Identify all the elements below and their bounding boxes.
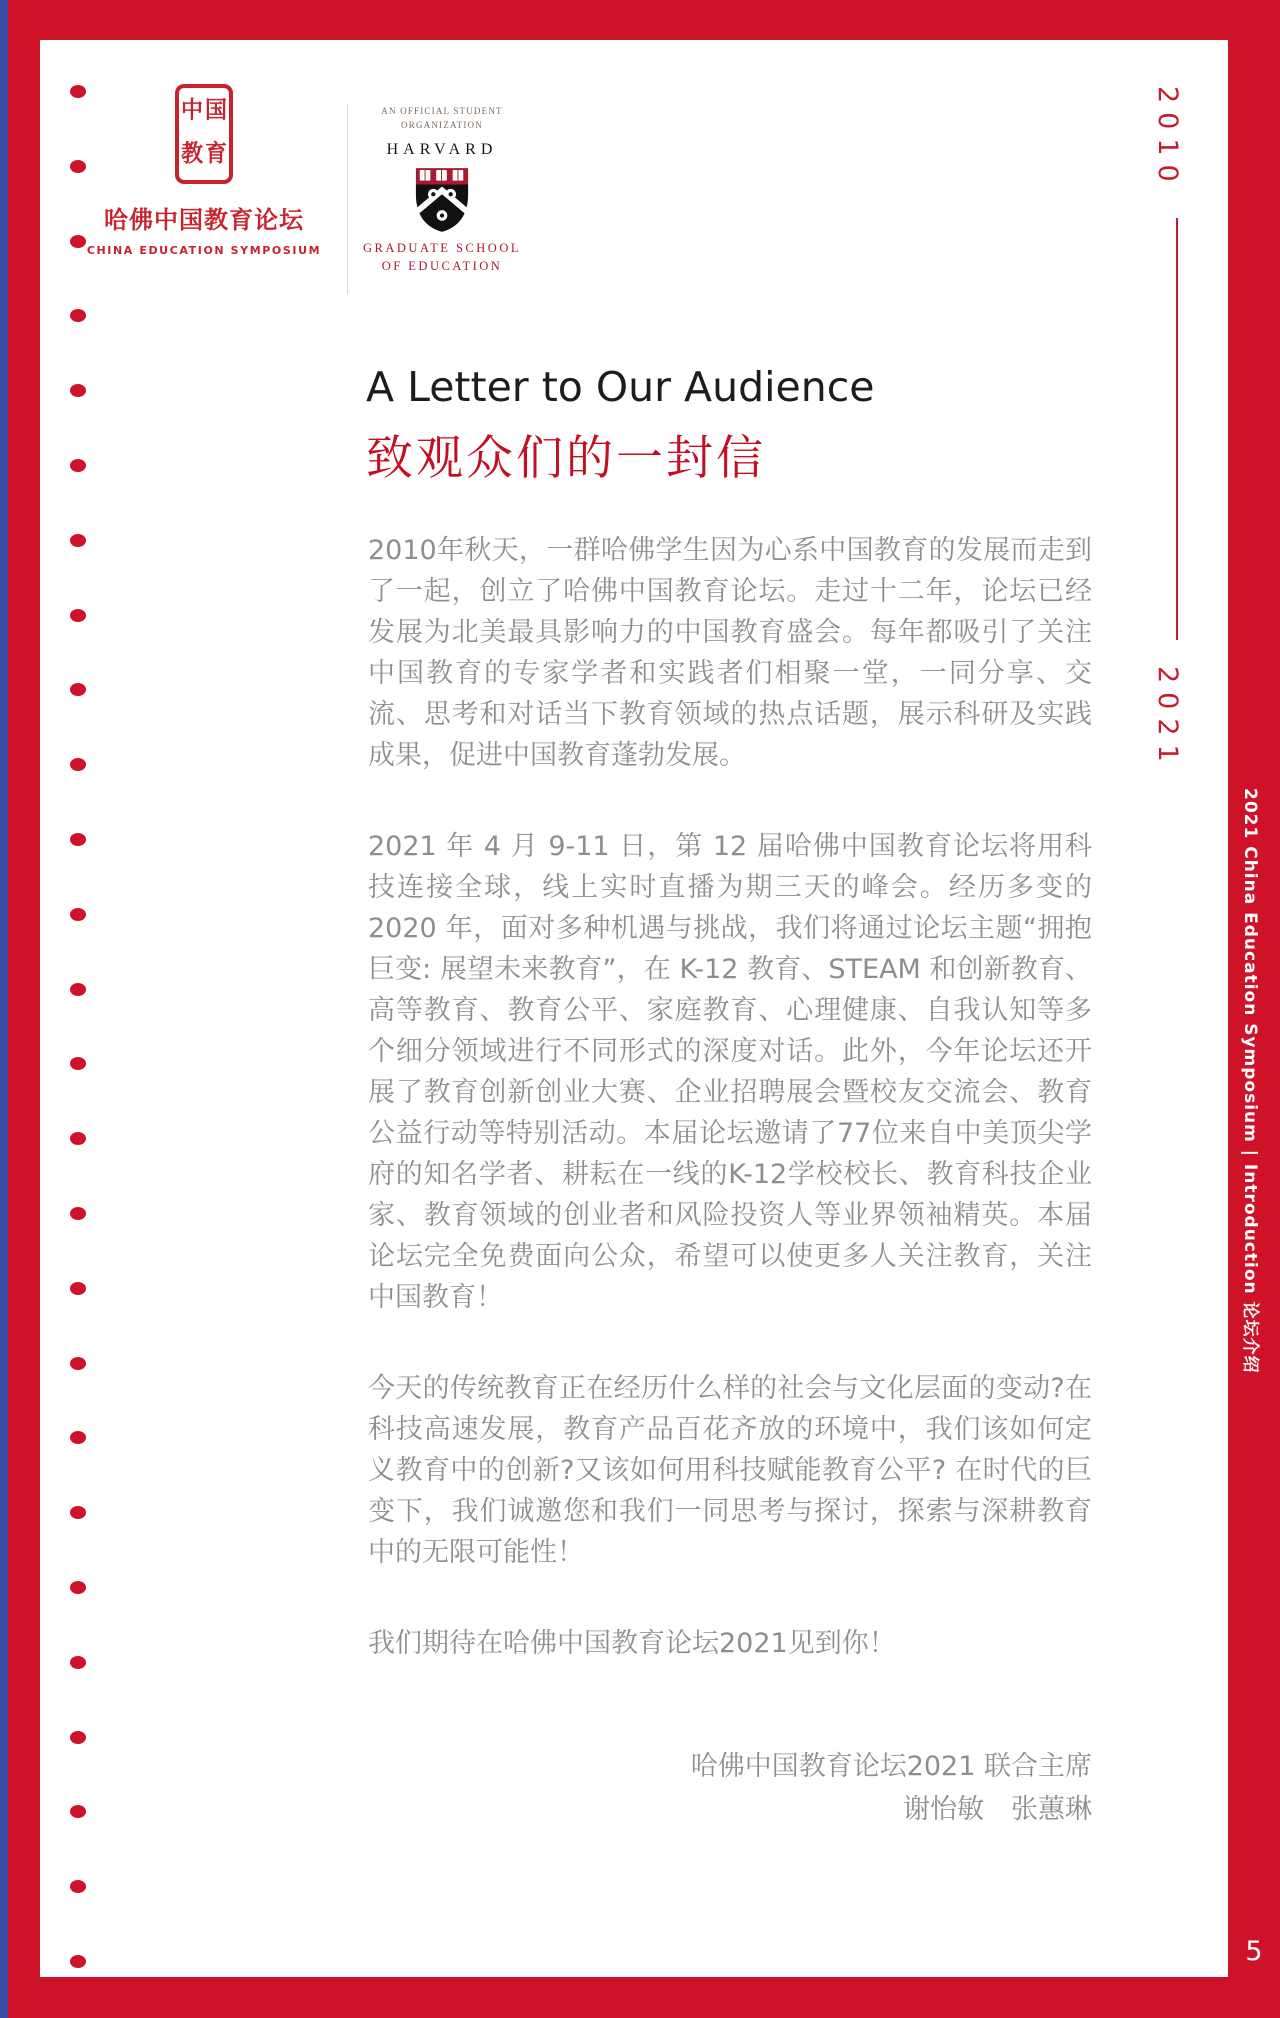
red-dot [70,1207,86,1220]
signoff-role: 哈佛中国教育论坛2021 联合主席 [690,1751,1092,1782]
letter-paragraph: 我们期待在哈佛中国教育论坛2021见到你！ [368,1628,896,1659]
seal-char: 中 [180,97,203,124]
left-edge-strip [0,0,8,2018]
margin-year-end: 2021 [1152,666,1183,771]
letter-paragraph: 2021 年 4 月 9-11 日，第 12 届哈佛中国教育论坛将用科技连接全球，线上实时直播为期三天的峰会。经历多变的 2020 年，面对多种机遇与挑战，我们将通过论坛主题“拥抱巨变: 展望未来教育”，在 K-12 教育、STEAM 和创新教育、高等教育、教育公平、家庭教育、心理健康、自我认知等多个细分领域进行不同形式的深度对话。此外，今年论坛还开展了教育创新创业大赛、企业招聘展会暨校友交流会、教育公益行动等特别活动。本届论坛邀请了77位来自中美顶尖学府的知名学者、耕耘在一线的K-12学校校长、教育科技企业家、教育领域的创业者和风险投资人等业界领袖精英。本届论坛完全免费面向公众，希望可以使更多人关注教育，关注中国教育！ [368,831,1092,1313]
signoff-names: 谢怡敏 张蕙琳 [903,1794,1092,1825]
red-dot [70,1656,86,1669]
ces-name-cn: 哈佛中国教育论坛 [104,206,304,234]
red-dot [70,1282,86,1295]
red-dot [70,1731,86,1744]
letter-title-en: A Letter to Our Audience [366,363,875,411]
harvard-gse-logo [352,104,532,275]
letter-paragraph: 今天的传统教育正在经历什么样的社会与文化层面的变动?在科技高速发展，教育产品百花齐放的环境中，我们该如何定义教育中的创新?又该如何用科技赋能教育公平? 在时代的巨变下，我们诚邀您和我们一同思考与探讨，探索与深耕教育中的无限可能性！ [368,1373,1092,1568]
red-dot [70,833,86,846]
letter-body [368,530,1092,1664]
red-dot [70,534,86,547]
harvard-shield-icon [413,165,471,235]
letter-paragraph: 2010年秋天，一群哈佛学生因为心系中国教育的发展而走到了一起，创立了哈佛中国教育论坛。走过十二年，论坛已经发展为北美最具影响力的中国教育盛会。每年都吸引了关注中国教育的专家学者和实践者们相聚一堂，一同分享、交流、思考和对话当下教育领域的热点话题，展示科研及实践成果，促进中国教育蓬勃发展。 [368,535,1092,771]
logo-divider [347,104,348,294]
seal-char: 教 [180,141,203,168]
section-vertical-caption: 2021 China Education Symposium | Introduction 论坛介绍 [1240,788,1260,1374]
red-dot [70,983,86,996]
ces-logo [84,84,324,257]
red-dot [70,1955,86,1968]
ces-name-en: CHINA EDUCATION SYMPOSIUM [86,244,322,257]
red-dot [70,609,86,622]
harvard-school-caption: GRADUATE SCHOOL OF EDUCATION [363,241,521,273]
red-dot [70,1357,86,1370]
red-dot [70,1581,86,1594]
seal-char: 育 [204,141,227,168]
letter-title-cn: 致观众们的一封信 [366,431,766,486]
ces-seal-icon [175,84,233,184]
seal-char: 国 [204,97,227,124]
harvard-org-caption: AN OFFICIAL STUDENT ORGANIZATION [381,106,503,130]
letter-signoff [368,1745,1092,1831]
red-dot [70,459,86,472]
red-dot [70,908,86,921]
harvard-wordmark: HARVARD [386,141,498,158]
page-number: 5 [1245,1936,1263,1967]
margin-year-line [1176,218,1178,640]
margin-year-start: 2010 [1152,86,1183,191]
